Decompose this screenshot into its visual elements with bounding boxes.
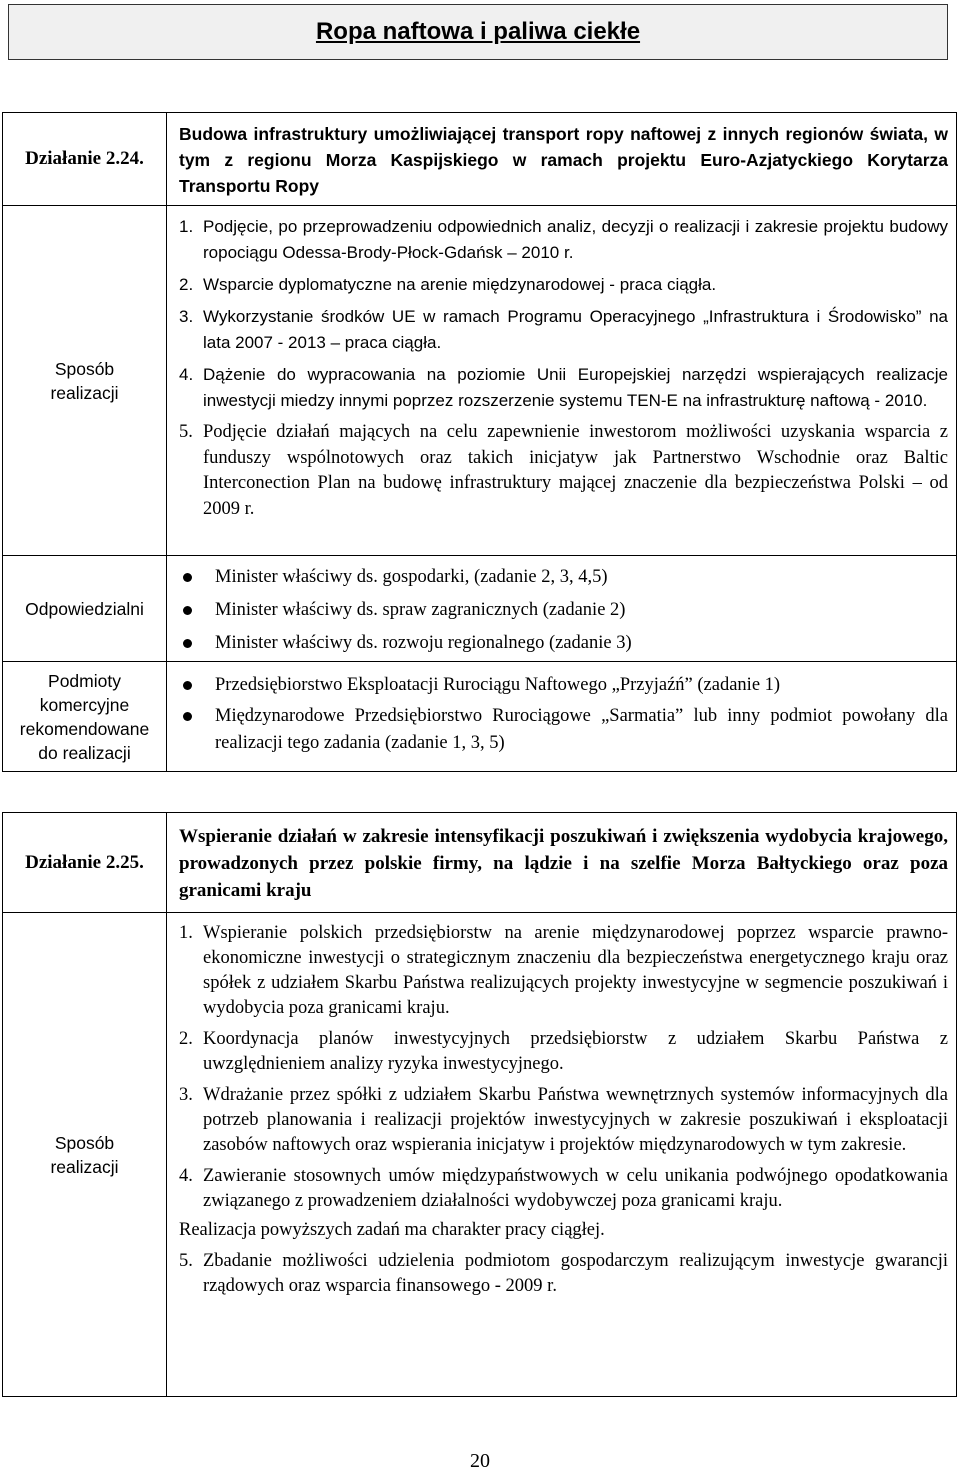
responsible-label-cell	[3, 556, 167, 662]
action-224-heading-cell	[167, 113, 957, 206]
list-item: 2. Koordynacja planów inwestycyjnych przedsiębiorstw z udziałem Skarbu Państwa z uwzględnieniem analizy ryzyka inwestycyjnego.	[179, 1029, 948, 1074]
action-225-label: Działanie 2.25.	[25, 851, 144, 873]
action-225-method-label-cell: Sposób realizacji	[3, 913, 167, 1397]
list-item: Międzynarodowe Przedsiębiorstwo Rurociągowe „Sarmatia” lub inny podmiot powołany dla realizacji tego zadania (zadanie 1, 3, 5)	[167, 703, 948, 757]
action-225-item5	[167, 1249, 948, 1299]
list-item: 2. Wsparcie dyplomatyczne na arenie międzynarodowej - praca ciągła.	[179, 275, 717, 294]
action-224-label-cell	[3, 113, 167, 206]
responsible-cell	[167, 556, 957, 662]
bullet-icon	[183, 639, 192, 648]
action-225-table	[2, 812, 957, 1397]
section-title: Ropa naftowa i paliwa ciekłe	[315, 18, 641, 45]
action-225-items	[167, 921, 948, 1214]
section-title-box	[8, 4, 948, 60]
list-item: 4. Zawieranie stosownych umów międzypaństwowych w celu unikania podwójnego opodatkowania związanego z prowadzeniem działalności wydobywczej poza granicami kraju.	[179, 1166, 948, 1211]
list-item: 3. Wdrażanie przez spółki z udziałem Skarbu Państwa wewnętrznych systemów informacyjnych dla potrzeb planowania i realizacji projektów inwestycyjnych w zakresie poszukiwań i eksploatacji zasobów naftowych oraz wspierania inicjatyw i projektów międzynarodowych w tym zakresie.	[179, 1085, 948, 1155]
action-224-method-cell	[167, 206, 957, 556]
entities-list	[167, 672, 948, 757]
method-label-line1: Sposób	[54, 358, 115, 379]
continuous-work-note: Realizacja powyższych zadań ma charakter pracy ciągłej.	[179, 1220, 605, 1240]
action-224-table	[2, 112, 957, 772]
action-225-method-cell	[167, 913, 957, 1397]
bullet-icon	[183, 573, 192, 582]
list-item: Minister właściwy ds. rozwoju regionalnego (zadanie 3)	[167, 630, 948, 657]
list-item: 1. Wspieranie polskich przedsiębiorstw na arenie międzynarodowej poprzez wsparcie prawno-ekonomiczne inwestycji o strategicznym znaczeniu dla bezpieczeństwa energetycznego kraju oraz spółek z udziałem Skarbu Państwa realizujących projekty inwestycyjne w segmencie poszukiwań i wydobycia poza granicami kraju.	[179, 923, 948, 1018]
list-item: 4. Dążenie do wypracowania na poziomie Unii Europejskiej narzędzi wspierających realizacje inwestycji miedzy innymi poprzez rozszerzenie systemu TEN-E na infrastrukturę naftową - 2010.	[179, 365, 948, 410]
bullet-icon	[183, 681, 192, 690]
list-item: Minister właściwy ds. spraw zagranicznych (zadanie 2)	[167, 597, 948, 624]
action-224-label: Działanie 2.24.	[25, 148, 144, 169]
list-item: 5. Zbadanie możliwości udzielenia podmiotom gospodarczym realizującym inwestycje gwarancji rządowych oraz wsparcia finansowego - 2009 r.	[179, 1251, 948, 1296]
page-number: 20	[470, 1450, 490, 1472]
action-225-label-cell	[3, 813, 167, 913]
responsible-label: Odpowiedzialni	[25, 598, 144, 619]
bullet-icon	[183, 712, 192, 721]
list-item: Minister właściwy ds. gospodarki, (zadanie 2, 3, 4,5)	[167, 564, 948, 591]
list-item: Przedsiębiorstwo Eksploatacji Rurociągu Naftowego „Przyjaźń” (zadanie 1)	[167, 672, 948, 699]
list-item: 5. Podjęcie działań mających na celu zapewnienie inwestorom możliwości uzyskania wsparcia z funduszy wspólnotowych oraz takich inicjatyw jak Partnerstwo Wschodnie oraz Baltic Interconection Plan na budowę infrastruktury mającej znaczenie dla bezpieczeństwa Polski – od 2009 r.	[179, 422, 948, 519]
action-224-items	[167, 214, 948, 522]
entities-label-cell: Podmioty komercyjne rekomendowane do realizacji	[3, 662, 167, 772]
action-224-heading: Budowa infrastruktury umożliwiającej transport ropy naftowej z innych regionów świata, w tym z regionu Morza Kaspijskiego w ramach projektu Euro-Azjatyckiego Korytarza Transportu Ropy	[179, 124, 948, 196]
list-item: 1. Podjęcie, po przeprowadzeniu odpowiednich analiz, decyzji o realizacji i zakresie projektu budowy ropociągu Odessa-Brody-Płock-Gdańsk – 2010 r.	[179, 217, 948, 262]
bullet-icon	[183, 606, 192, 615]
action-224-method-label-cell	[3, 206, 167, 556]
action-225-heading: Wspieranie działań w zakresie intensyfikacji poszukiwań i zwiększenia wydobycia krajowego, prowadzonych przez polskie firmy, na lądzie i na szelfie Morza Bałtyckiego oraz poza granicami kraju	[179, 826, 948, 901]
responsible-list	[167, 564, 948, 657]
entities-cell	[167, 662, 957, 772]
list-item: 3. Wykorzystanie środków UE w ramach Programu Operacyjnego „Infrastruktura i Środowisko” na lata 2007 - 2013 – praca ciągła.	[179, 307, 948, 352]
action-225-heading-cell	[167, 813, 957, 913]
method-label-line2: realizacji	[50, 382, 119, 403]
